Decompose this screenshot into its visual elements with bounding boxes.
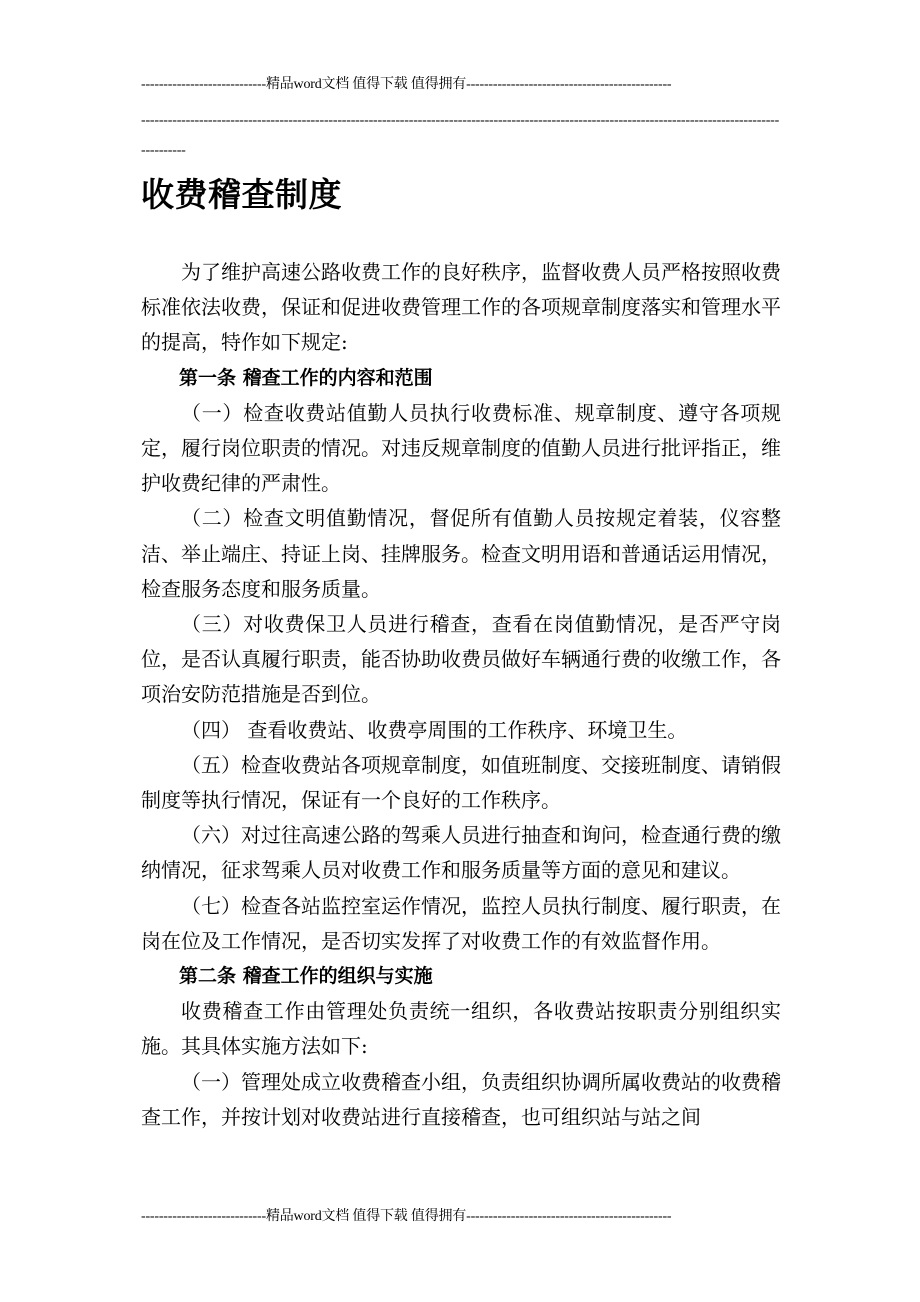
- clause-paragraph: （四） 查看收费站、收费亭周围的工作秩序、环境卫生。: [181, 717, 688, 742]
- page-footer: ----------------------------精品word文档 值得下载 值得拥有----------------------------------------------: [141, 1209, 672, 1224]
- clause-paragraph: （五）检查收费站各项规章制度，如值班制度、交接班制度、请销假制度等执行情况，保证有一个良好的工作秩序。: [141, 752, 781, 813]
- intro-paragraph: 为了维护高速公路收费工作的良好秩序，监督收费人员严格按照收费标准依法收费，保证和促进收费管理工作的各项规章制度落实和管理水平的提高，特作如下规定:: [141, 260, 781, 355]
- clause-paragraph: （二）检查文明值勤情况，督促所有值勤人员按规定着装，仪容整洁、举止端庄、持证上岗、挂牌服务。检查文明用语和普通话运用情况，检查服务态度和服务质量。: [141, 506, 781, 601]
- document-title: 收费稽查制度: [141, 175, 342, 214]
- document-body: [141, 255, 781, 1135]
- header-separator: ---------------------------------------------------------------------------------------------------------------------------------------------------------: [141, 113, 780, 158]
- clause-paragraph: （七）检查各站监控室运作情况，监控人员执行制度、履行职责，在岗在位及工作情况，是否切实发挥了对收费工作的有效监督作用。: [141, 893, 781, 953]
- clause-paragraph: （一）管理处成立收费稽查小组，负责组织协调所属收费站的收费稽查工作，并按计划对收费站进行直接稽查，也可组织站与站之间: [141, 1069, 781, 1129]
- clause-paragraph: （三）对收费保卫人员进行稽查，查看在岗值勤情况，是否严守岗位，是否认真履行职责，能否协助收费员做好车辆通行费的收缴工作，各项治安防范措施是否到位。: [141, 612, 781, 707]
- clause-paragraph: （六）对过往高速公路的驾乘人员进行抽查和询问，检查通行费的缴纳情况，征求驾乘人员对收费工作和服务质量等方面的意见和建议。: [141, 823, 781, 883]
- clause-paragraph: （一）检查收费站值勤人员执行收费标准、规章制度、遵守各项规定，履行岗位职责的情况。对违反规章制度的值勤人员进行批评指正，维护收费纪律的严肃性。: [141, 400, 781, 496]
- section-heading-1: 第一条 稽查工作的内容和范围: [179, 366, 433, 389]
- section-heading-2: 第二条 稽查工作的组织与实施: [179, 965, 433, 988]
- section-paragraph: 收费稽查工作由管理处负责统一组织，各收费站按职责分别组织实施。其具体实施方法如下:: [141, 999, 781, 1059]
- page-header: ----------------------------精品word文档 值得下载 值得拥有----------------------------------------------: [141, 77, 672, 92]
